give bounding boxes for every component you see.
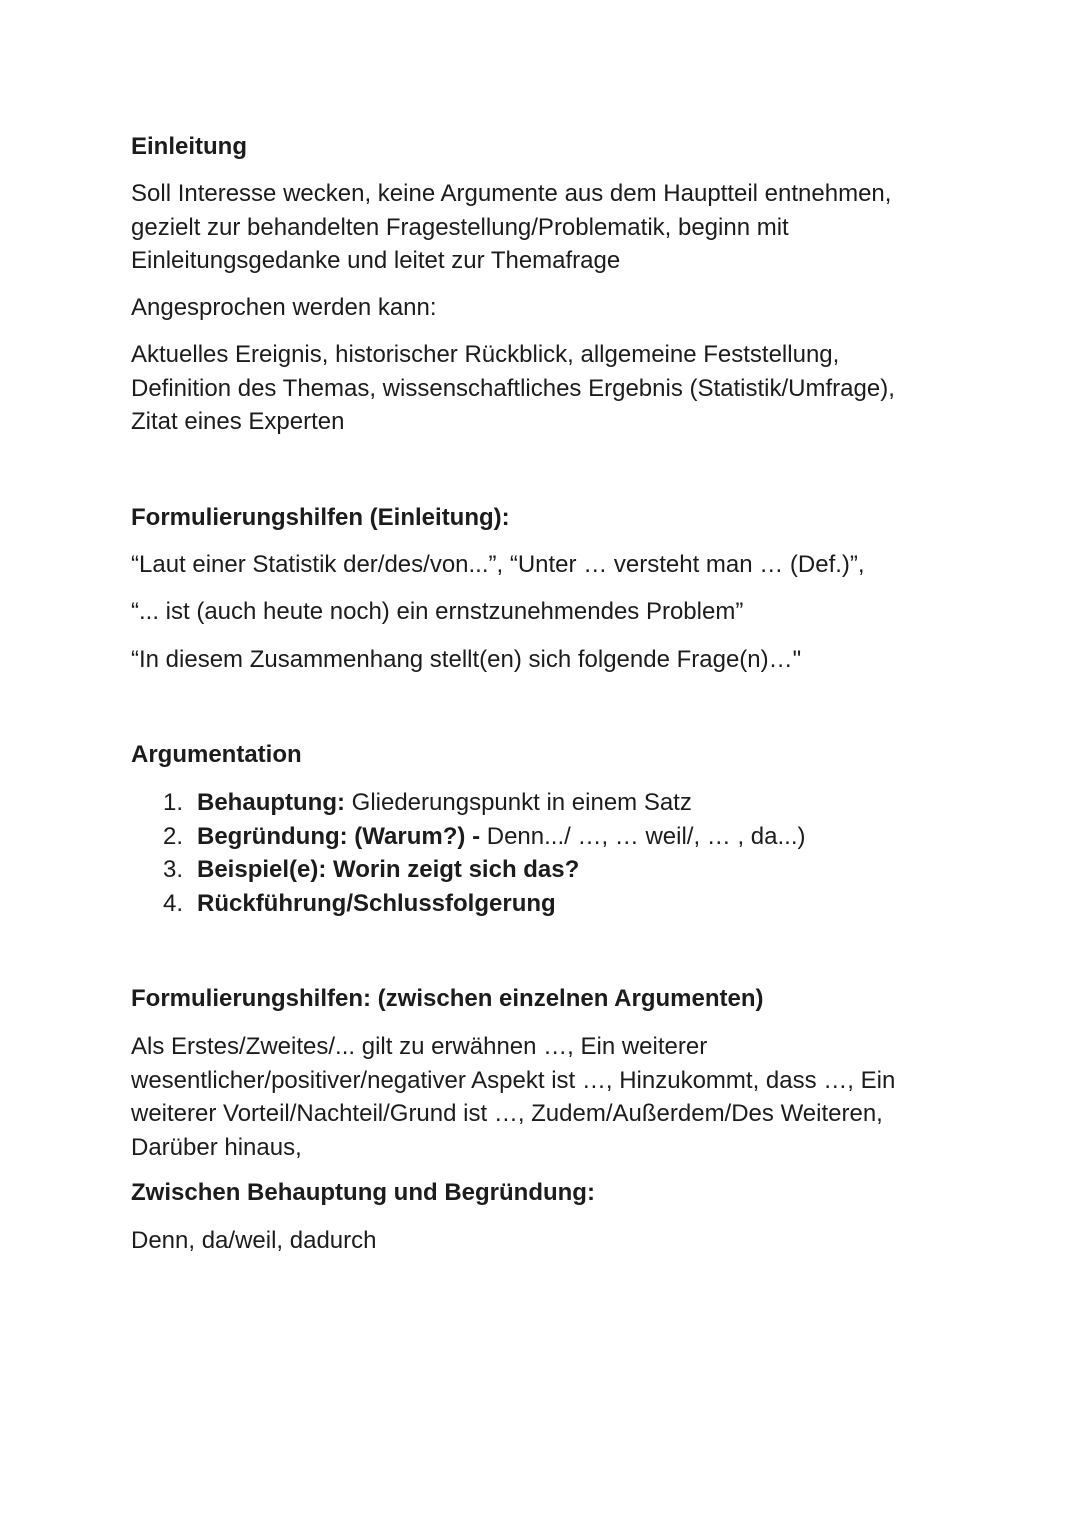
einleitung-paragraph xyxy=(131,177,961,278)
phrase-line: “In diesem Zusammenhang stellt(en) sich folgende Frage(n)…" xyxy=(131,646,802,673)
list-number: 1. xyxy=(163,789,184,816)
text-line: Zitat eines Experten xyxy=(131,408,345,435)
list-item xyxy=(163,820,923,854)
text-line: gezielt zur behandelten Fragestellung/Problematik, beginn mit xyxy=(131,213,789,241)
argumente-paragraph xyxy=(131,1030,961,1164)
heading-einleitung: Einleitung xyxy=(131,133,247,160)
list-item xyxy=(163,786,923,820)
argumentation-list xyxy=(163,786,923,920)
heading-formulierungshilfen-argumente: Formulierungshilfen: (zwischen einzelnen Argumenten) xyxy=(131,985,764,1012)
phrase-line: “Laut einer Statistik der/des/von...”, “Unter … versteht man … (Def.)”, xyxy=(131,551,865,578)
list-item xyxy=(163,853,923,887)
text-line: Aktuelles Ereignis, historischer Rückblick, allgemeine Feststellung, xyxy=(131,341,840,368)
heading-behauptung-begruendung: Zwischen Behauptung und Begründung: xyxy=(131,1179,595,1206)
list-number: 2. xyxy=(163,822,184,850)
text-line: weiterer Vorteil/Nachteil/Grund ist …, Zudem/Außerdem/Des Weiteren, xyxy=(131,1100,883,1127)
text-line: Darüber hinaus, xyxy=(131,1133,302,1161)
text-line: Definition des Themas, wissenschaftliches Ergebnis (Statistik/Umfrage), xyxy=(131,374,895,402)
text-line: Einleitungsgedanke und leitet zur Themafrage xyxy=(131,247,621,274)
heading-argumentation: Argumentation xyxy=(131,741,302,768)
text-line: Soll Interesse wecken, keine Argumente aus dem Hauptteil entnehmen, xyxy=(131,180,892,207)
list-item-bold: Begründung: (Warum?) - xyxy=(197,822,481,850)
list-number: 4. xyxy=(163,889,184,917)
phrase-line: “... ist (auch heute noch) ein ernstzunehmendes Problem” xyxy=(131,598,744,625)
list-item-bold: Behauptung: xyxy=(197,789,345,816)
text-line: Als Erstes/Zweites/... gilt zu erwähnen …, Ein weiterer xyxy=(131,1033,708,1060)
list-item-bold: Rückführung/Schlussfolgerung xyxy=(197,889,556,917)
heading-formulierungshilfen-einleitung: Formulierungshilfen (Einleitung): xyxy=(131,504,510,531)
list-item-text: Denn.../ …, … weil/, … , da...) xyxy=(480,822,806,850)
angesprochen-label: Angesprochen werden kann: xyxy=(131,294,437,321)
behauptung-begruendung-text: Denn, da/weil, dadurch xyxy=(131,1227,377,1254)
list-number: 3. xyxy=(163,856,184,883)
einleitung-examples xyxy=(131,338,961,439)
list-item xyxy=(163,887,923,921)
list-item-text: Gliederungspunkt in einem Satz xyxy=(344,789,692,816)
list-item-bold: Beispiel(e): Worin zeigt sich das? xyxy=(197,856,580,883)
text-line: wesentlicher/positiver/negativer Aspekt ist …, Hinzukommt, dass …, Ein xyxy=(131,1066,896,1094)
